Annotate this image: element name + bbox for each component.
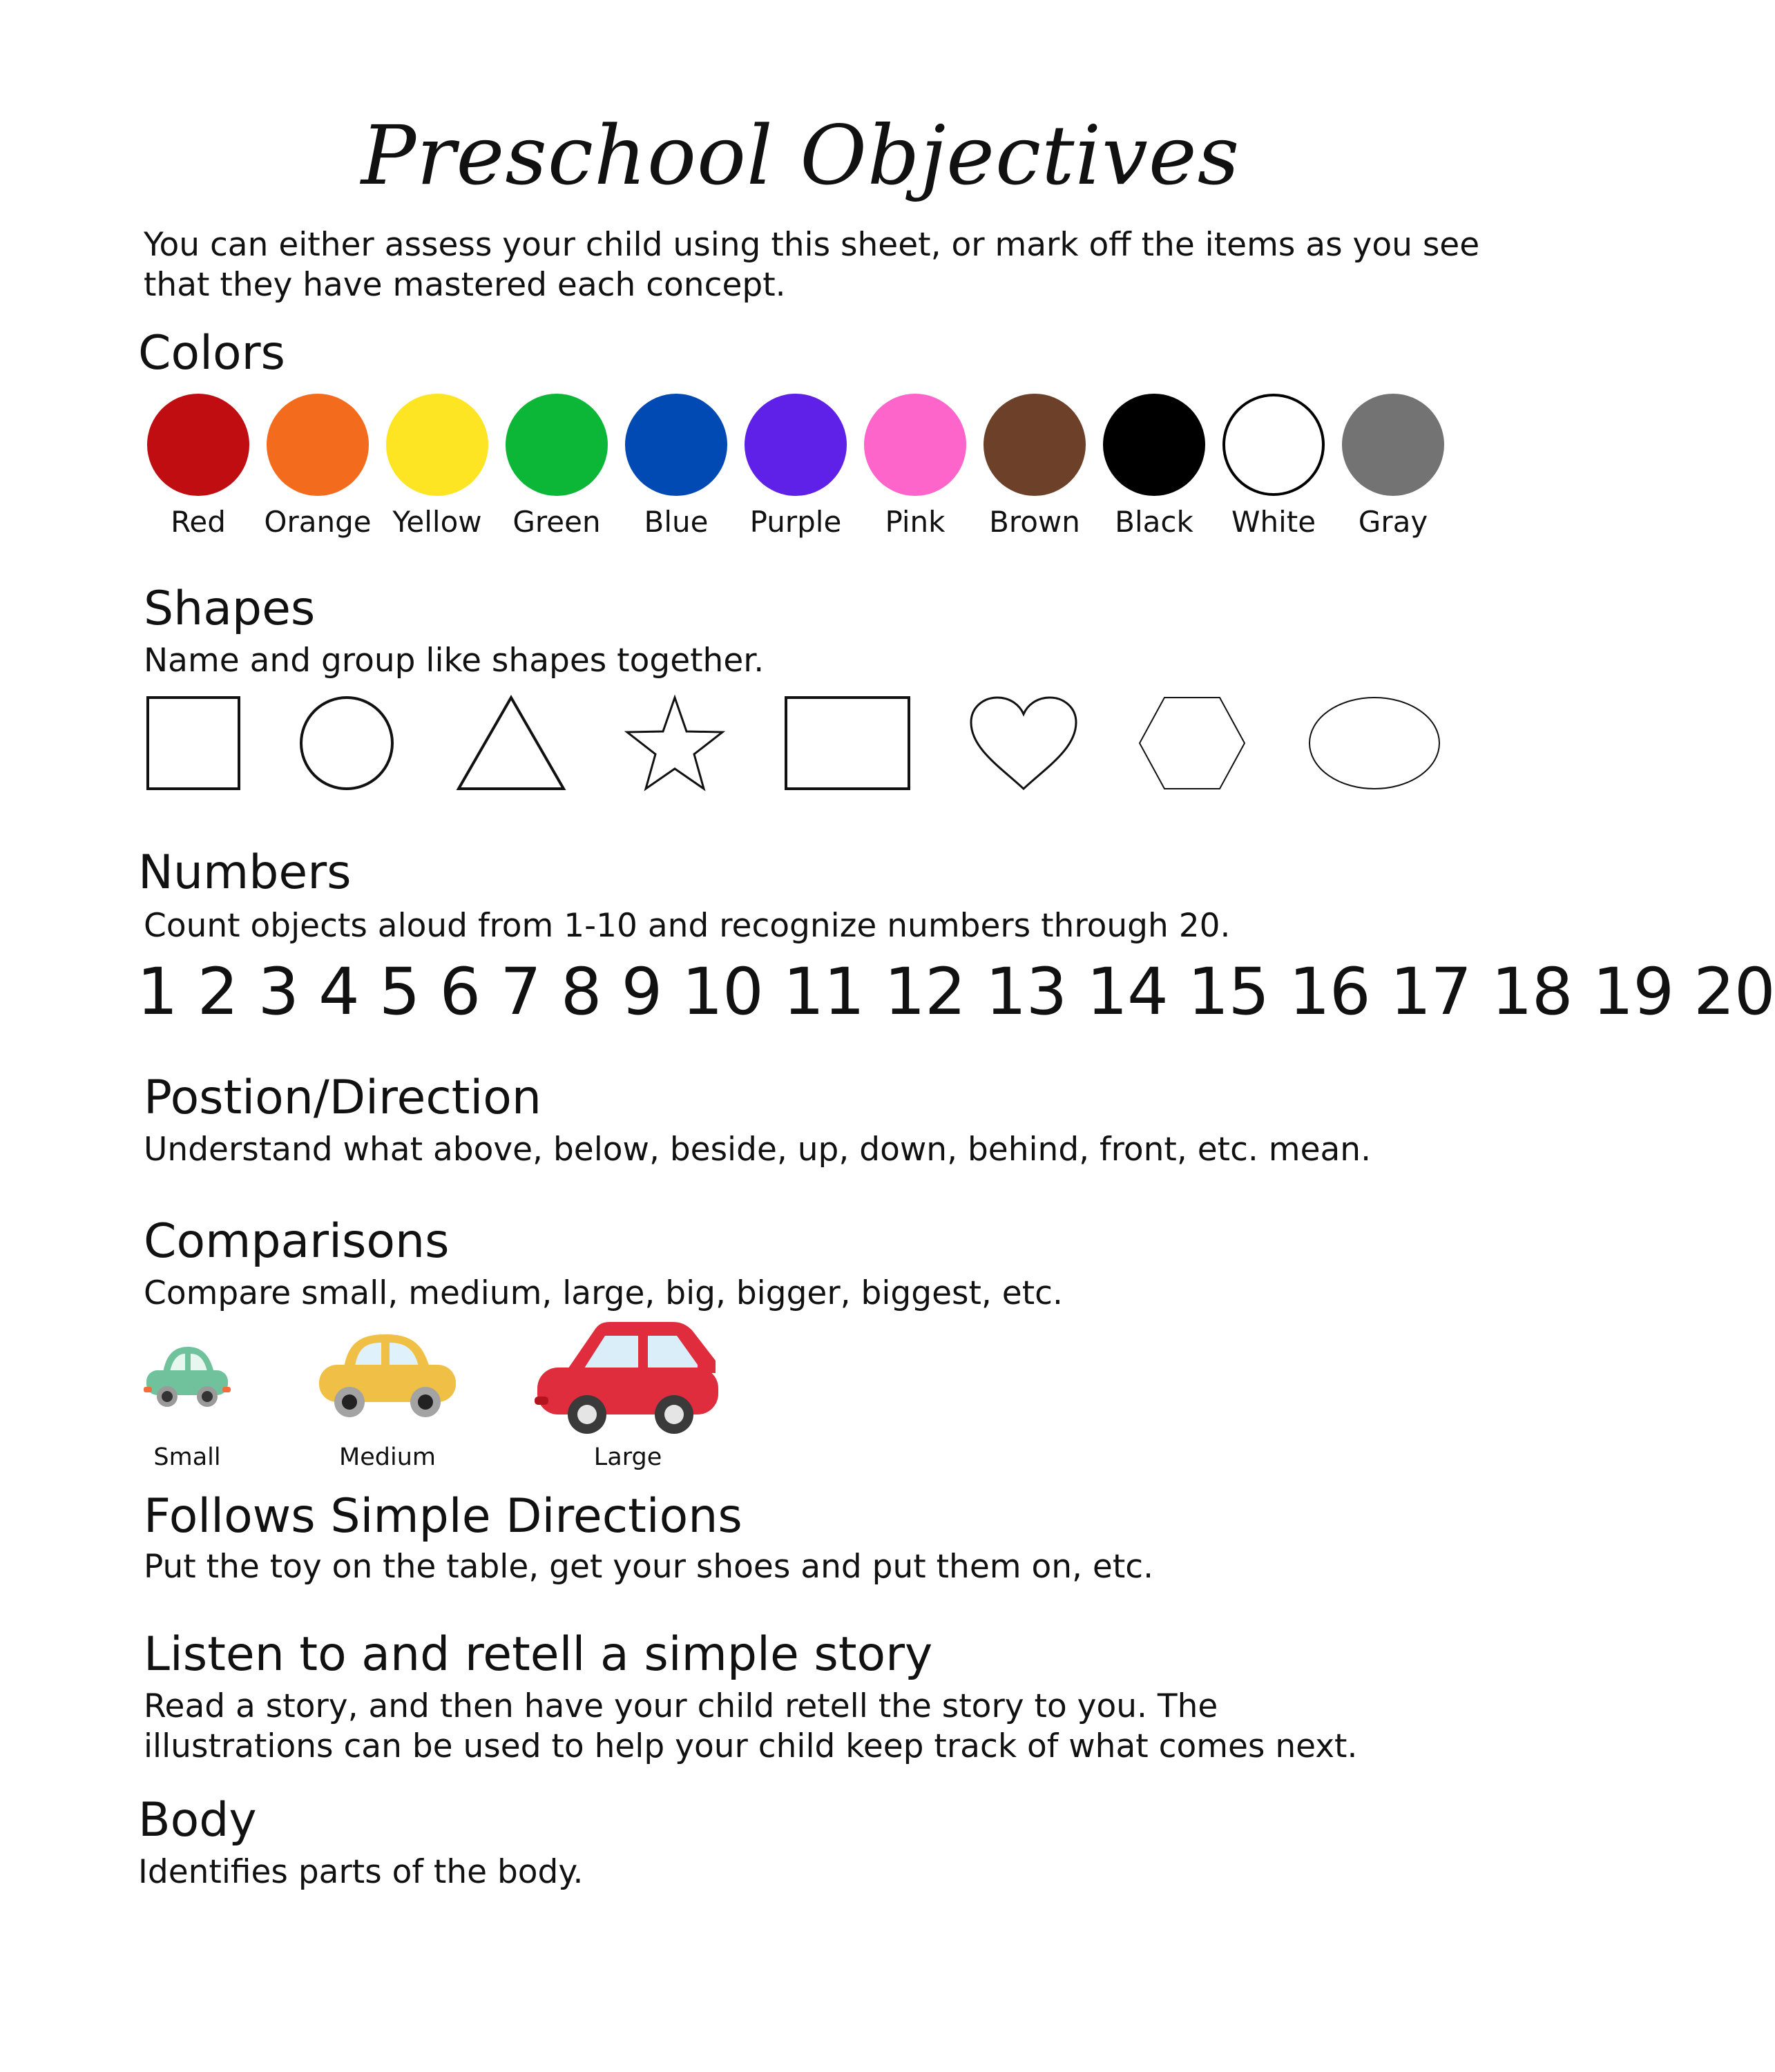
color-label: Orange: [264, 505, 372, 539]
color-dot: [745, 394, 847, 496]
heart-icon: [968, 695, 1079, 792]
number-sequence: 1 2 3 4 5 6 7 8 9 10 11 12 13 14 15 16 17 18 19 20: [137, 955, 1775, 1030]
color-label: Red: [171, 505, 226, 539]
color-dot: [625, 394, 727, 496]
numbers-description: Count objects aloud from 1-10 and recognize numbers through 20.: [144, 907, 1231, 945]
color-dot: [506, 394, 608, 496]
car-label-large: Large: [593, 1443, 662, 1471]
color-dot: [147, 394, 249, 496]
directions-description: Put the toy on the table, get your shoes and put them on, etc.: [144, 1548, 1154, 1586]
star-icon: [624, 695, 725, 792]
numbers-heading: Numbers: [138, 845, 352, 900]
shapes-description: Name and group like shapes together.: [144, 642, 765, 680]
circle-icon: [298, 695, 395, 792]
medium-car-icon: [316, 1330, 459, 1419]
swatch-brown: [975, 394, 1095, 540]
triangle-icon: [456, 695, 566, 792]
directions-heading: Follows Simple Directions: [144, 1489, 742, 1544]
color-label: Purple: [749, 505, 842, 539]
oval-icon: [1307, 695, 1442, 792]
swatch-gray: [1333, 394, 1453, 540]
shapes-heading: Shapes: [144, 582, 316, 636]
color-dot: [984, 394, 1086, 496]
square-icon: [145, 695, 242, 792]
swatch-orange: [258, 394, 378, 540]
comparisons-heading: Comparisons: [144, 1214, 450, 1269]
swatch-black: [1094, 394, 1214, 540]
comparisons-description: Compare small, medium, large, big, bigger, biggest, etc.: [144, 1274, 1063, 1312]
color-dot: [267, 394, 369, 496]
color-swatch-row: [138, 394, 1485, 546]
body-description: Identifies parts of the body.: [138, 1853, 584, 1891]
hexagon-icon: [1137, 695, 1247, 792]
swatch-red: [138, 394, 258, 540]
swatch-blue: [616, 394, 736, 540]
car-label-small: Small: [153, 1443, 221, 1471]
colors-heading: Colors: [138, 326, 285, 381]
swatch-white: [1213, 394, 1334, 540]
color-label: Gray: [1358, 505, 1428, 539]
story-description: Read a story, and then have your child retell the story to you. The illustrations can be used to help your child keep track of what comes next.: [144, 1687, 1358, 1765]
position-description: Understand what above, below, beside, up, down, behind, front, etc. mean.: [144, 1131, 1372, 1169]
swatch-green: [497, 394, 617, 540]
swatch-purple: [736, 394, 856, 540]
position-heading: Postion/Direction: [144, 1071, 541, 1125]
story-heading: Listen to and retell a simple story: [144, 1627, 933, 1682]
color-label: Black: [1115, 505, 1193, 539]
intro-text: You can either assess your child using this sheet, or mark off the items as you see that they have mastered each concept.: [144, 226, 1480, 304]
color-dot: [1222, 394, 1325, 496]
color-label: Yellow: [392, 505, 482, 539]
color-dot: [864, 394, 966, 496]
body-heading: Body: [138, 1793, 257, 1848]
color-dot: [1103, 394, 1205, 496]
color-label: Blue: [644, 505, 709, 539]
color-label: Brown: [989, 505, 1080, 539]
small-car-icon: [142, 1343, 232, 1409]
color-dot: [1342, 394, 1444, 496]
color-label: White: [1231, 505, 1316, 539]
car-label-medium: Medium: [339, 1443, 436, 1471]
page-title: Preschool Objectives: [361, 108, 1240, 203]
rectangle-icon: [783, 695, 912, 792]
swatch-yellow: [377, 394, 497, 540]
swatch-pink: [855, 394, 975, 540]
large-car-icon: [535, 1319, 721, 1435]
color-label: Pink: [885, 505, 946, 539]
color-dot: [386, 394, 488, 496]
color-label: Green: [512, 505, 601, 539]
